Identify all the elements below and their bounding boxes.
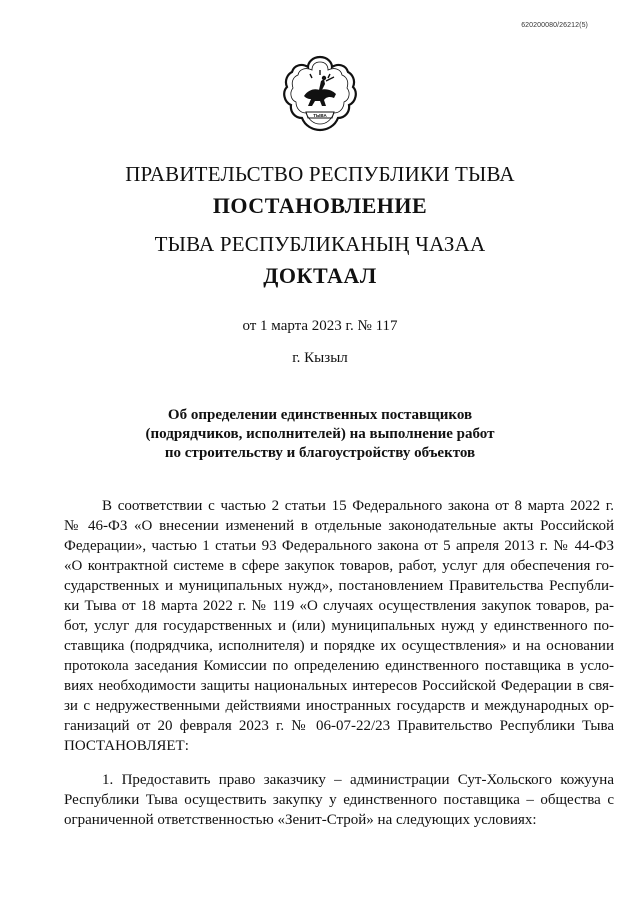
paragraph-line: Республики Тыва осуществить закупку у единственного поставщика – общества с	[64, 792, 614, 808]
title-line: (подрядчиков, исполнителей) на выполнение работ	[145, 426, 495, 442]
paragraph-line: протокола заседания Комиссии по определению единственного поставщика в усло-	[64, 658, 614, 674]
document-city: г. Кызыл	[292, 350, 348, 366]
title-line: по строительству и благоустройству объектов	[164, 445, 476, 461]
clause-1-paragraph	[64, 770, 614, 830]
paragraph-line: № 46-ФЗ «О внесении изменений в отдельные законодательные акты Российской	[64, 518, 614, 534]
svg-text:ТЫВА: ТЫВА	[313, 113, 327, 118]
paragraph-line: Федерации», частью 1 статьи 93 Федерального закона от 5 апреля 2013 г. № 44-ФЗ	[64, 538, 614, 554]
title-line: Об определении единственных поставщиков	[167, 407, 473, 423]
government-name-tyva: ТЫВА РЕСПУБЛИКАНЫҢ ЧАЗАА	[154, 232, 486, 256]
paragraph-line: «О контрактной системе в сфере закупок товаров, работ, услуг для обеспечения го-	[64, 558, 614, 574]
document-title	[120, 406, 520, 463]
paragraph-line: ки Тыва от 18 марта 2022 г. № 119 «О случаях осуществления закупок товаров, ра-	[64, 598, 614, 614]
document-type-tyva: ДОКТААЛ	[263, 263, 377, 288]
paragraph-line: 1. Предоставить право заказчику – администрации Сут-Хольского кожууна	[102, 772, 614, 788]
government-name: ПРАВИТЕЛЬСТВО РЕСПУБЛИКИ ТЫВА	[125, 162, 515, 186]
paragraph-line: ограниченной ответственностью «Зенит-Строй» на следующих условиях:	[64, 812, 537, 828]
document-date-number: от 1 марта 2023 г. № 117	[242, 318, 398, 334]
paragraph-line: бот, услуг для государственных и (или) муниципальных нужд у единственного по-	[64, 618, 614, 634]
paragraph-line: сударственных и муниципальных нужд», постановлением Правительства Республи-	[64, 578, 614, 594]
paragraph-line: зи с недружественными действиями иностранных государств и международных ор-	[64, 698, 614, 714]
paragraph-line: ганизаций от 20 февраля 2023 г. № 06-07-22/23 Правительство Республики Тыва	[64, 718, 614, 734]
paragraph-line: ставщика (подрядчика, исполнителя) и порядке их осуществления» и на основании	[64, 638, 614, 654]
paragraph-line: ПОСТАНОВЛЯЕТ:	[64, 738, 189, 754]
document-type: ПОСТАНОВЛЕНИЕ	[212, 193, 428, 218]
preamble-paragraph	[64, 496, 614, 756]
tuva-emblem-icon	[282, 54, 358, 136]
paragraph-line: В соответствии с частью 2 статьи 15 Федерального закона от 8 марта 2022 г.	[102, 498, 614, 514]
document-code: 620200080/26212(5)	[521, 22, 588, 29]
paragraph-line: виях необходимости защиты национальных интересов Российской Федерации в свя-	[64, 678, 614, 694]
